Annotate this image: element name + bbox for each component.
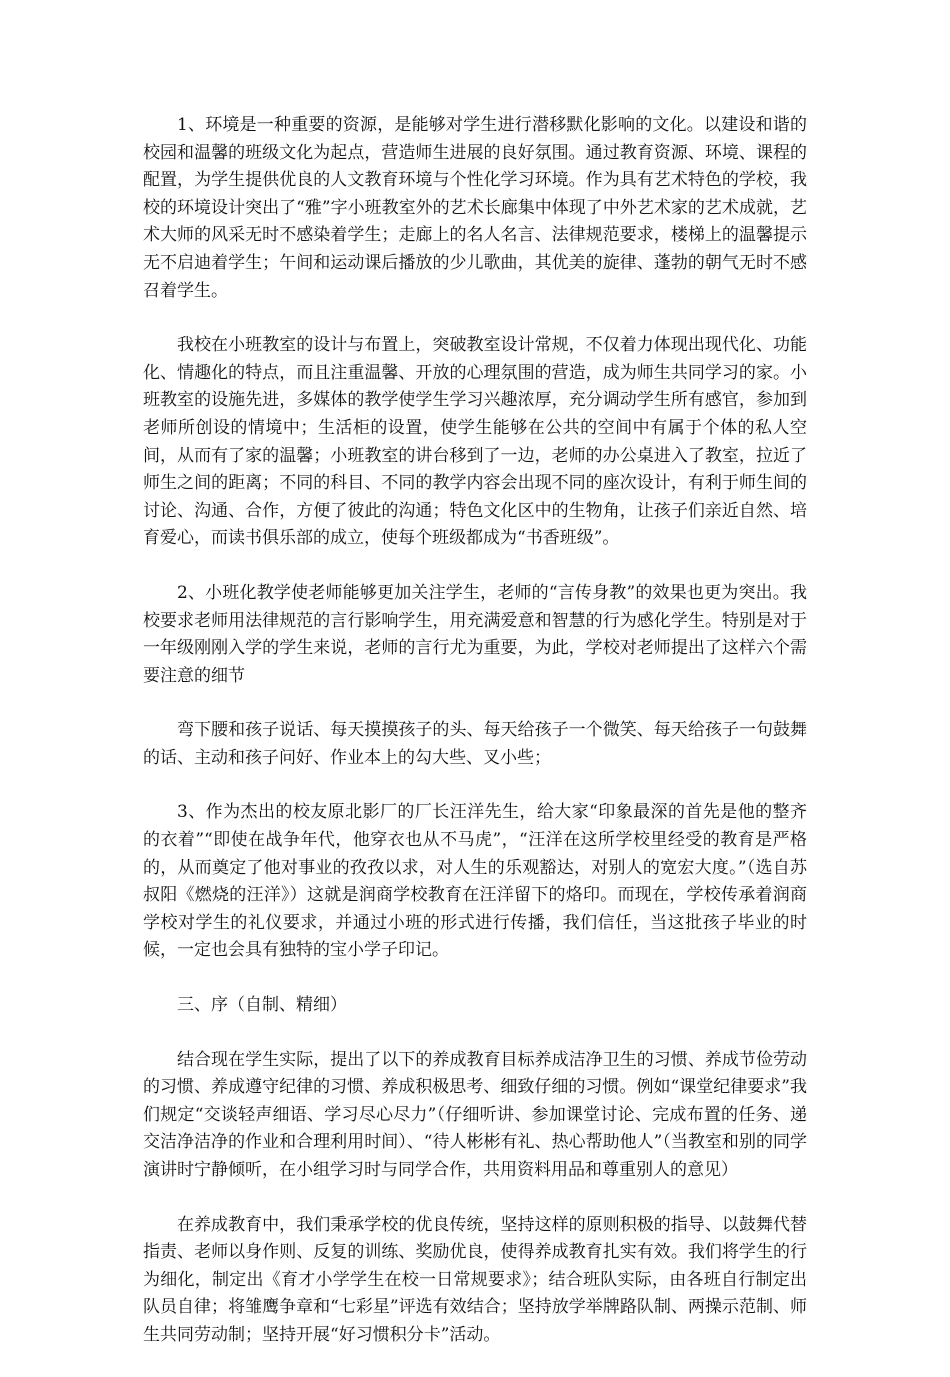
paragraph-habit-education: 在养成教育中，我们秉承学校的优良传统，坚持这样的原则积极的指导、以鼓舞代替指责、老师以身作则、反复的训练、奖励优良，使得养成教育扎实有效。我们将学生的行为细化，制定出《育才小学学生在校一日常规要求》；结合班队实际，由各班自行制定出队员自律；将雏鹰争章和“七彩星”评选有效结合；坚持放学举牌路队制、两操示范制、师生共同劳动制；坚持开展“好习惯积分卡”活动。 bbox=[143, 1214, 807, 1345]
section-heading-order: 三、序（自制、精细） bbox=[177, 995, 347, 1016]
paragraph-teacher-example: 2、小班化教学使老师能够更加关注学生，老师的“言传身教”的效果也更为突出。我校要求老师用法律规范的言行影响学生，用充满爱意和智慧的行为感化学生。特别是对于一年级刚刚入学的学生来说，老师的言行尤为重要，为此，学校对老师提出了这样六个需要注意的细节 bbox=[143, 582, 807, 686]
paragraph-alumni: 3、作为杰出的校友原北影厂的厂长汪洋先生，给大家“印象最深的首先是他的整齐的衣着”“即使在战争年代，他穿衣也从不马虎”，“汪洋在这所学校里经受的教育是严格的，从而奠定了他对事业的孜孜以求，对人生的乐观豁达，对别人的宽宏大度。”（选自苏叔阳《燃烧的汪洋》）这就是润商学校教育在汪洋留下的烙印。而现在，学校传承着润商学校对学生的礼仪要求，并通过小班的形式进行传播，我们信任，当这批孩子毕业的时候，一定也会具有独特的宝小学子印记。 bbox=[143, 802, 807, 961]
document-page bbox=[143, 112, 807, 1377]
paragraph-classroom-design: 我校在小班教室的设计与布置上，突破教室设计常规，不仅着力体现出现代化、功能化、情趣化的特点，而且注重温馨、开放的心理氛围的营造，成为师生共同学习的家。小班教室的设施先进，多媒体的教学使学生学习兴趣浓厚，充分调动学生所有感官，参加到老师所创设的情境中；生活柜的设置，使学生能够在公共的空间中有属于个体的私人空间，从而有了家的温馨；小班教室的讲台移到了一边，老师的办公桌进入了教室，拉近了师生之间的距离；不同的科目、不同的教学内容会出现不同的座次设计，有利于师生间的讨论、沟通、合作，方便了彼此的沟通；特色文化区中的生物角，让孩子们亲近自然、培育爱心，而读书俱乐部的成立，使每个班级都成为“书香班级”。 bbox=[143, 335, 807, 549]
paragraph-environment: 1、环境是一种重要的资源，是能够对学生进行潜移默化影响的文化。以建设和谐的校园和温馨的班级文化为起点，营造师生进展的良好氛围。通过教育资源、环境、课程的配置，为学生提供优良的人文教育环境与个性化学习环境。作为具有艺术特色的学校，我校的环境设计突出了“雅”字小班教室外的艺术长廊集中体现了中外艺术家的艺术成就，艺术大师的风采无时不感染着学生；走廊上的名人名言、法律规范要求，楼梯上的温馨提示无不启迪着学生；午间和运动课后播放的少儿歌曲，其优美的旋律、蓬勃的朝气无时不感召着学生。 bbox=[143, 115, 807, 301]
paragraph-six-details: 弯下腰和孩子说话、每天摸摸孩子的头、每天给孩子一个微笑、每天给孩子一句鼓舞的话、主动和孩子问好、作业本上的勾大些、叉小些； bbox=[143, 720, 807, 768]
paragraph-habit-goals: 结合现在学生实际，提出了以下的养成教育目标养成洁净卫生的习惯、养成节俭劳动的习惯、养成遵守纪律的习惯、养成积极思考、细致仔细的习惯。例如“课堂纪律要求”我们规定“交谈轻声细语、学习尽心尽力”（仔细听讲、参加课堂讨论、完成布置的任务、递交洁净洁净的作业和合理利用时间）、“待人彬彬有礼、热心帮助他人”（当教室和别的同学演讲时宁静倾听，在小组学习时与同学合作，共用资料用品和尊重别人的意见） bbox=[143, 1049, 807, 1180]
